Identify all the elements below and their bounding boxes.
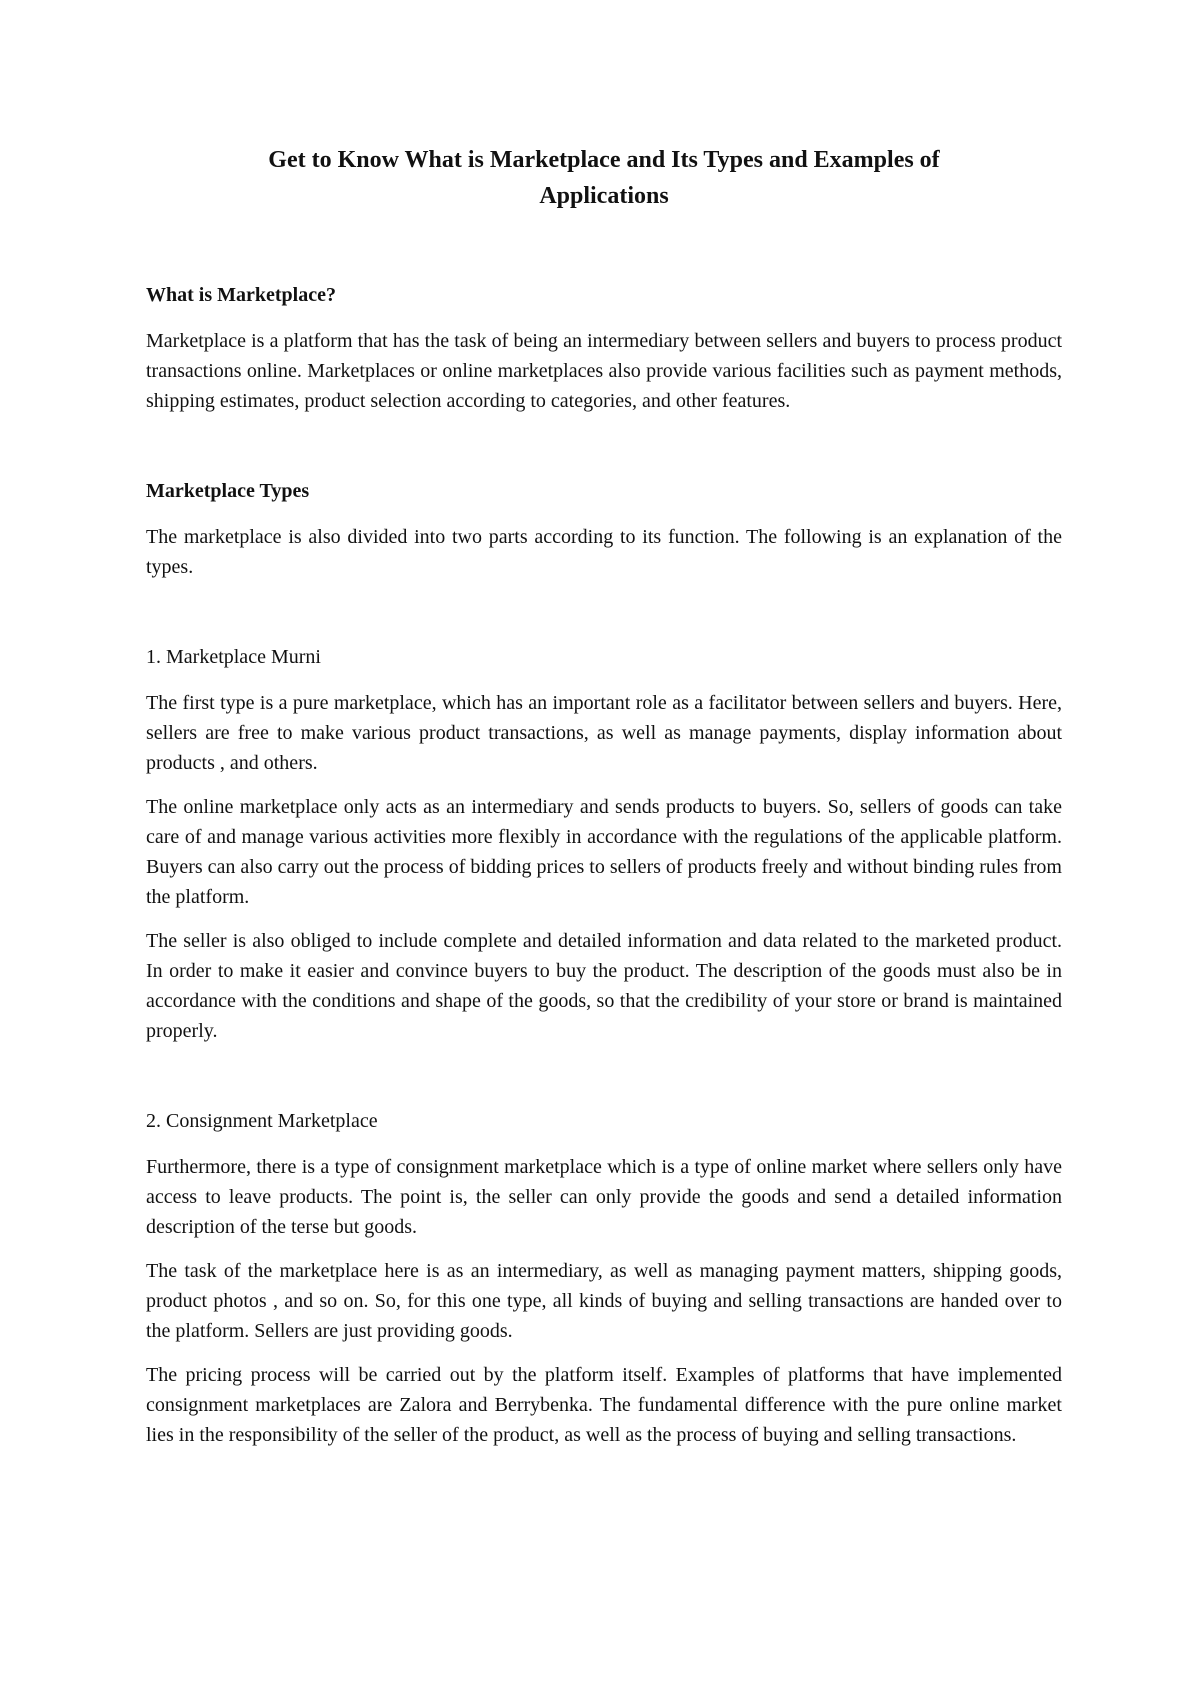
- document-title-line-2: Applications: [539, 183, 669, 209]
- section-paragraph-marketplace-types: The marketplace is also divided into two parts according to its function. The following is an explanation of the types.: [146, 526, 1062, 578]
- document-title-line-1: Get to Know What is Marketplace and Its Types and Examples of: [268, 147, 940, 173]
- section-heading-marketplace-types: Marketplace Types: [146, 480, 310, 502]
- subsection-heading-marketplace-murni: 1. Marketplace Murni: [146, 646, 321, 668]
- subsection-heading-consignment-marketplace: 2. Consignment Marketplace: [146, 1110, 378, 1132]
- document-body: [146, 142, 1062, 1450]
- document-title: [146, 142, 1062, 214]
- paragraph-marketplace-murni-1: The first type is a pure marketplace, which has an important role as a facilitator between sellers and buyers. Here, sellers are free to make various product transactions, as well as manage payments, display information about products , and others.: [146, 692, 1062, 774]
- paragraph-marketplace-murni-2: The online marketplace only acts as an intermediary and sends products to buyers. So, sellers of goods can take care of and manage various activities more flexibly in accordance with the regulations of the applicable platform. Buyers can also carry out the process of bidding prices to sellers of products freely and without binding rules from the platform.: [146, 796, 1062, 908]
- paragraph-marketplace-murni-3: The seller is also obliged to include complete and detailed information and data related to the marketed product. In order to make it easier and convince buyers to buy the product. The description of the goods must also be in accordance with the conditions and shape of the goods, so that the credibility of your store or brand is maintained properly.: [146, 930, 1062, 1042]
- section-paragraph-what-is-marketplace: Marketplace is a platform that has the task of being an intermediary between sellers and buyers to process product transactions online. Marketplaces or online marketplaces also provide various facilities such as payment methods, shipping estimates, product selection according to categories, and other features.: [146, 330, 1062, 412]
- paragraph-consignment-2: The task of the marketplace here is as an intermediary, as well as managing payment matters, shipping goods, product photos , and so on. So, for this one type, all kinds of buying and selling transactions are handed over to the platform. Sellers are just providing goods.: [146, 1260, 1062, 1342]
- paragraph-consignment-3: The pricing process will be carried out by the platform itself. Examples of platforms that have implemented consignment marketplaces are Zalora and Berrybenka. The fundamental difference with the pure online market lies in the responsibility of the seller of the product, as well as the process of buying and selling transactions.: [146, 1364, 1062, 1446]
- paragraph-consignment-1: Furthermore, there is a type of consignment marketplace which is a type of online market where sellers only have access to leave products. The point is, the seller can only provide the goods and send a detailed information description of the terse but goods.: [146, 1156, 1062, 1238]
- section-heading-what-is-marketplace: What is Marketplace?: [146, 284, 336, 306]
